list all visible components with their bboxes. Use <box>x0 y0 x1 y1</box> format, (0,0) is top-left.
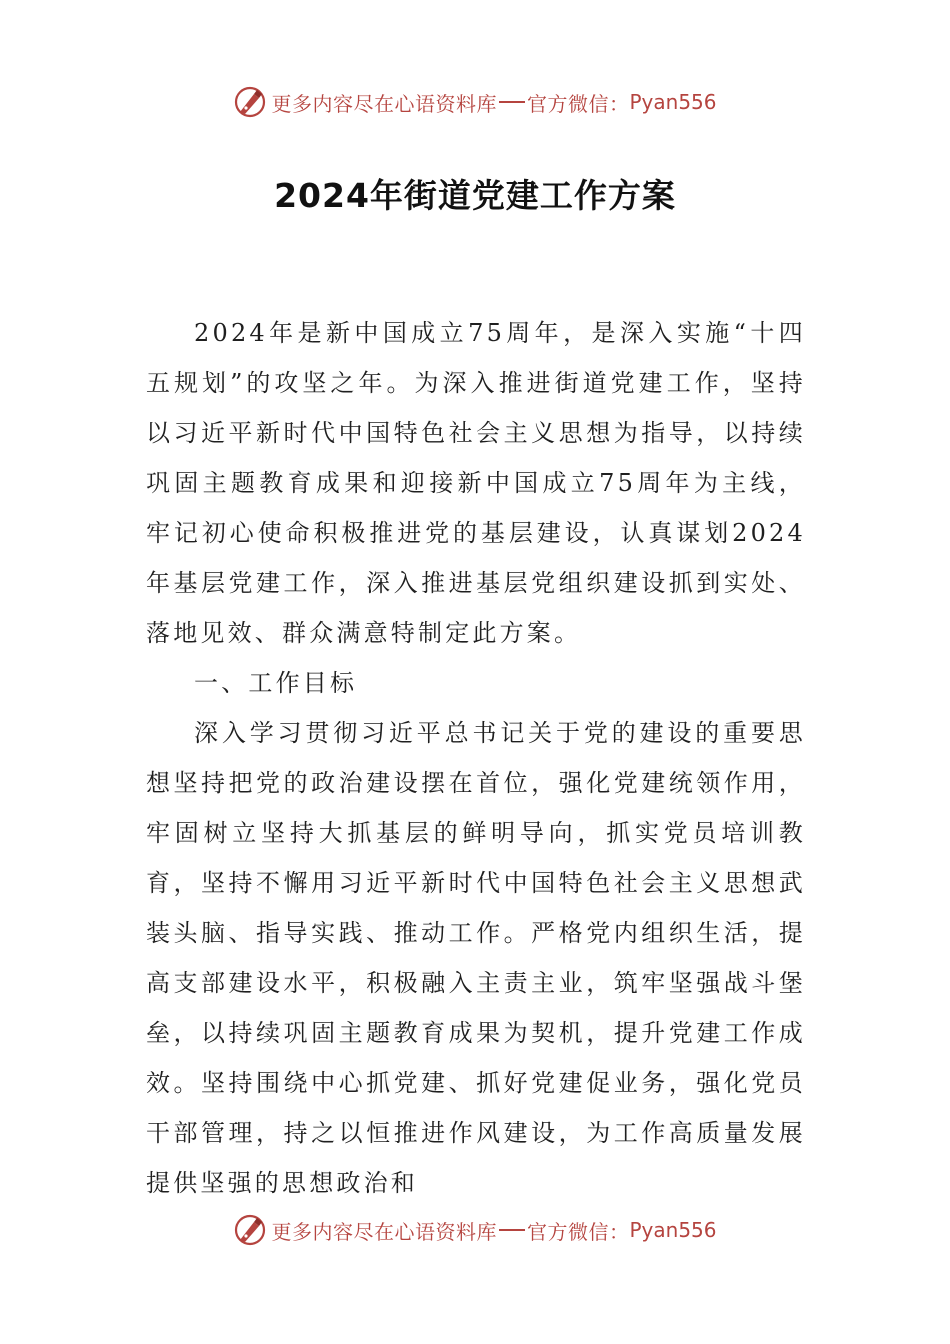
banner-text: 更多内容尽在心语资料库 <box>271 1219 497 1244</box>
document-title: 2024年街道党建工作方案 <box>274 176 676 215</box>
pen-nib-icon <box>233 85 267 119</box>
footer-watermark-banner <box>0 1210 950 1250</box>
banner-official-label: 官方微信： <box>526 1219 630 1244</box>
intro-paragraph: 2024年是新中国成立75周年，是深入实施“十四五规划”的攻坚之年。为深入推进街道党建工作，坚持以习近平新时代中国特色社会主义思想为指导，以持续巩固主题教育成果和迎接新中国成立75周年为主线，牢记初心使命积极推进党的基层建设，认真谋划2024年基层党建工作，深入推进基层党组织建设抓到实处、落地见效、群众满意特制定此方案。 <box>146 319 806 647</box>
banner-official-label: 官方微信： <box>526 91 630 116</box>
banner-text: 更多内容尽在心语资料库 <box>271 91 497 116</box>
header-watermark-banner <box>0 82 950 122</box>
banner-wechat-id: Pyan556 <box>629 1218 717 1242</box>
document-body <box>146 308 806 1208</box>
body-paragraph: 深入学习贯彻习近平总书记关于党的建设的重要思想坚持把党的政治建设摆在首位，强化党建统领作用，牢固树立坚持大抓基层的鲜明导向，抓实党员培训教育，坚持不懈用习近平新时代中国特色社会主义思想武装头脑、指导实践、推动工作。严格党内组织生活，提高支部建设水平，积极融入主责主业，筑牢坚强战斗堡垒，以持续巩固主题教育成果为契机，提升党建工作成效。坚持围绕中心抓党建、抓好党建促业务，强化党员干部管理，持之以恒推进作风建设，为工作高质量发展提供坚强的思想政治和 <box>146 719 806 1197</box>
pen-nib-icon <box>233 1213 267 1247</box>
section-heading-work-goals: 一、工作目标 <box>194 669 358 697</box>
banner-dash <box>499 101 525 103</box>
banner-dash <box>499 1229 525 1231</box>
banner-wechat-id: Pyan556 <box>629 90 717 114</box>
